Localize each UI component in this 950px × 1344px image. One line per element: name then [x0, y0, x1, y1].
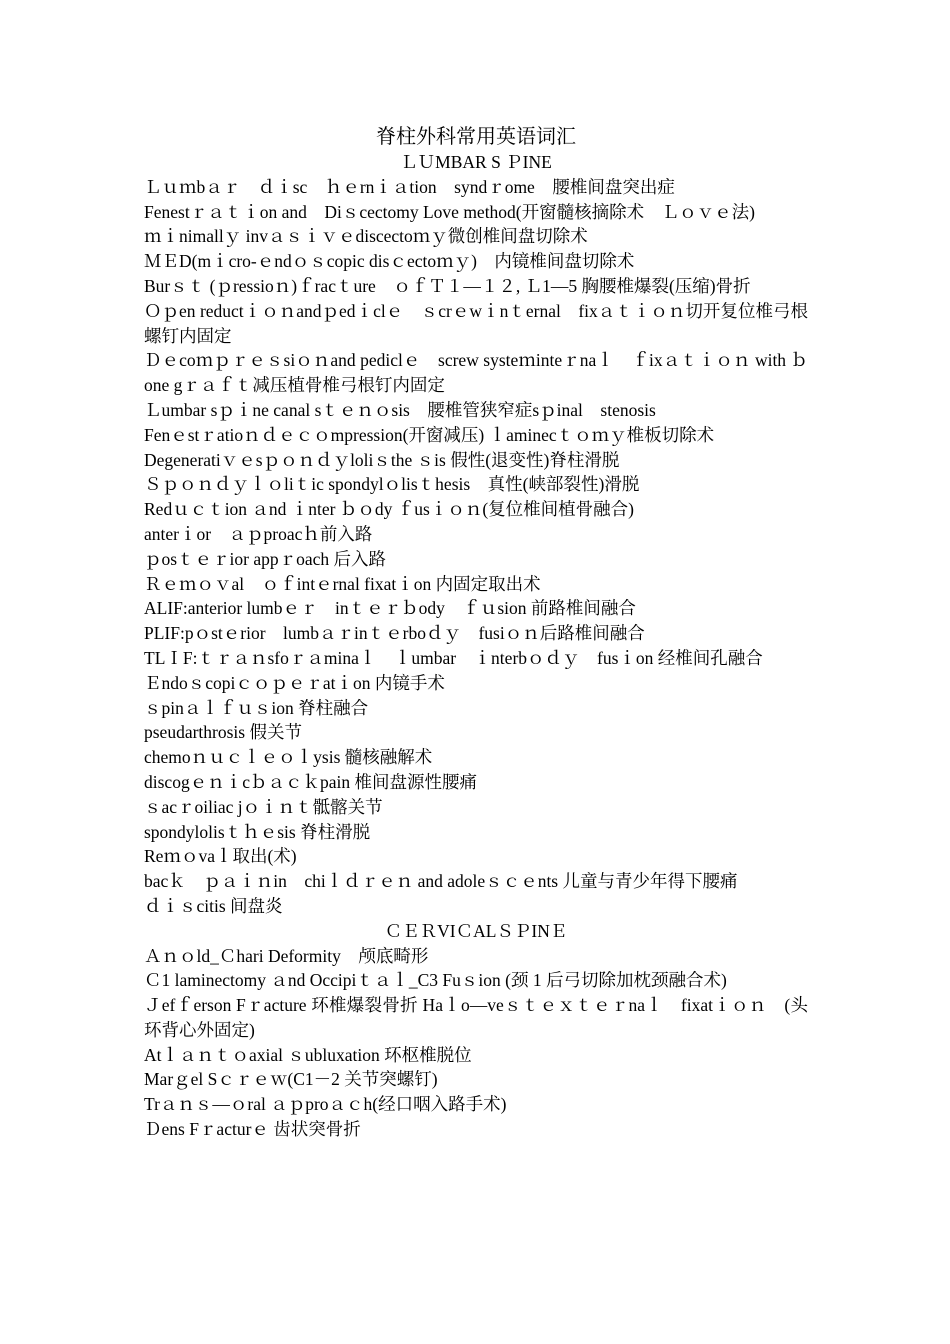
- glossary-entry: ｄｉｓcitis 间盘炎: [144, 895, 283, 916]
- glossary-entry: Ｌumbar sｐｉne canal sｔｅｎｏsis 腰椎管狭窄症sｐinal stenosis: [144, 399, 656, 420]
- glossary-entry: Trａｎｓ—ｏral ａｐproａｃh(经口咽入路手术): [144, 1094, 507, 1115]
- glossary-entry: Ｓｐｏｎｄｙｌｏliｔic spondylｏlisｔhesis 真性(峡部裂性)滑脱: [144, 474, 640, 495]
- glossary-entry: ALIF:anterior lumbｅｒ inｔｅｒｂody ｆｕsion 前路椎间融合: [144, 598, 636, 619]
- section-heading: ＣＥＲVIＣALＳＰINＥ: [384, 920, 568, 941]
- glossary-entry: anterｉor ａｐproacｈ前入路: [144, 523, 373, 544]
- glossary-entry: Atｌａｎｔｏaxial ｓubluxation 环枢椎脱位: [144, 1044, 472, 1065]
- glossary-entry: spondylolisｔｈｅsis 脊柱滑脱: [144, 821, 371, 842]
- glossary-entry: ｓpinａｌｆｕｓion 脊柱融合: [144, 697, 369, 718]
- document-page: [144, 124, 808, 1142]
- glossary-entry: TLＩF:ｔｒａｎsfoｒａminaｌ ｌumbar ｉnterbｏｄｙ fusｉon 经椎间孔融合: [144, 647, 763, 668]
- glossary-entry: Burｓｔ (ｐressioｎ)ｆracｔure ｏｆＴ１—１２, Ｌ1—5 胸腰椎爆裂(压缩)骨折: [144, 275, 751, 296]
- glossary-entry: Ｏｐen reductｉｏｎandｐedｉclｅ ｓcrｅwｉnｔernal fixａｔｉｏｎ切开复位椎弓根螺钉内固定: [144, 300, 808, 346]
- glossary-entry: Redｕｃｔion ａnd ｉnter ｂｏdy ｆusｉｏｎ(复位椎间植骨融合): [144, 499, 634, 520]
- glossary-entry: pseudarthrosis 假关节: [144, 722, 302, 743]
- document-body: [144, 150, 808, 1142]
- glossary-entry: Ｄens Fｒacturｅ 齿状突骨折: [144, 1119, 361, 1140]
- glossary-entry: Ｄｅcoｍｐｒｅｓsiｏｎand pediclｅ screw systeｍinteｒnaｌ ｆixａｔｉｏｎ with ｂone gｒａｆｔ减压植骨椎弓根钉内固定: [144, 350, 808, 396]
- glossary-entry: Fenｅstｒatioｎｄｅｃｏmpression(开窗减压) ｌaminecｔｏｍｙ椎板切除术: [144, 424, 715, 445]
- glossary-entry: discogｅｎｉcｂａｃｋpain 椎间盘源性腰痛: [144, 771, 477, 792]
- glossary-entry: Ｅndoｓcopiｃｏｐｅｒatｉon 内镜手术: [144, 672, 445, 693]
- glossary-entry: bacｋ ｐａｉｎin chiｌｄｒｅｎ and adoleｓｃｅnts 儿童与青少年得下腰痛: [144, 871, 738, 892]
- glossary-entry: Marｇel Sｃｒｅｗ(C1－2 关节突螺钉): [144, 1069, 438, 1090]
- glossary-entry: Degeneratiｖｅsｐｏｎｄｙloliｓthe ｓis 假性(退变性)脊柱滑脱: [144, 449, 620, 470]
- glossary-entry: Ｊefｆerson Fｒacture 环椎爆裂骨折 Haｌo—veｓｔｅｘｔｅｒnaｌ fixatｉｏｎ (头环背心外固定): [144, 995, 808, 1040]
- glossary-entry: ｐosｔｅｒior appｒoach 后入路: [144, 548, 387, 569]
- section-heading: ＬＵMBAR S ＰINE: [400, 152, 552, 172]
- glossary-entry: Reｍｏvaｌ取出(术): [144, 846, 297, 867]
- page-title: 脊柱外科常用英语词汇: [376, 126, 576, 148]
- glossary-entry: ＭＥD(mｉcro-ｅndｏｓcopic disｃectoｍｙ) 内镜椎间盘切除术: [144, 251, 635, 272]
- glossary-entry: Ｃ1 laminectomy ａnd Occipiｔａｌ_C3 Fuｓion (颈 1 后弓切除加枕颈融合术): [144, 970, 727, 991]
- glossary-entry: Fenestｒａｔｉon and Diｓcectomy Love method(开窗髓核摘除术 Ｌｏｖｅ法): [144, 201, 755, 222]
- glossary-entry: chemoｎｕｃｌｅｏｌysis 髓核融解术: [144, 747, 433, 768]
- glossary-entry: ｓacｒoiliac jｏｉｎｔ骶髂关节: [144, 796, 383, 817]
- glossary-entry: ｍｉnimallｙ invａｓｉｖｅdiscectoｍｙ微创椎间盘切除术: [144, 226, 588, 247]
- glossary-entry: Ｌｕｍbａｒ ｄｉsc ｈｅrnｉａtion syndｒome 腰椎间盘突出症: [144, 176, 675, 197]
- glossary-entry: Ｒｅｍｏｖal ｏｆintｅrnal fixatｉon 内固定取出术: [144, 573, 541, 594]
- glossary-entry: Ａｎｏld_Ｃhari Deformity 颅底畸形: [144, 945, 429, 966]
- glossary-entry: PLIF:pｏstｅrior lumbａｒinｔｅrboｄｙ fusiｏｎ后路椎间融合: [144, 623, 645, 644]
